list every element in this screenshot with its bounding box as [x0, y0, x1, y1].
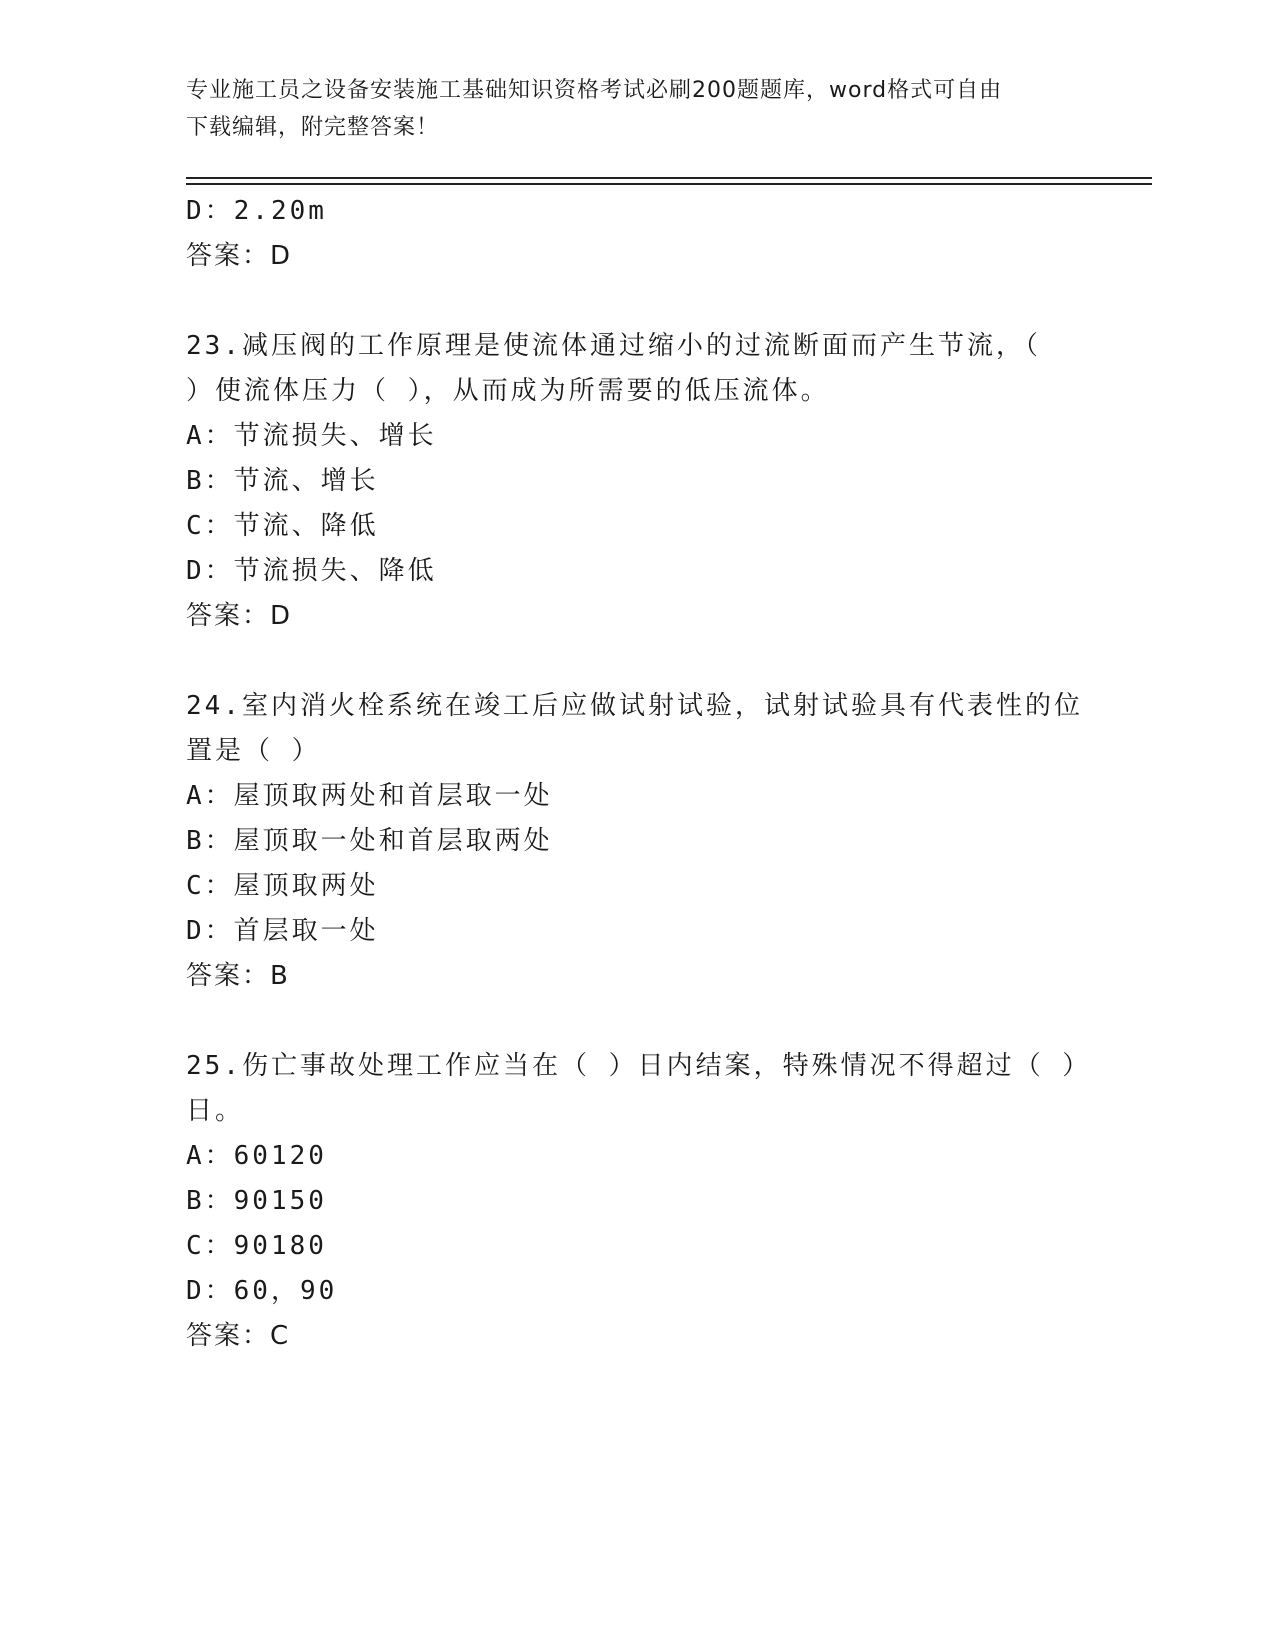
question-stem-line-2: 置是（ ） — [186, 736, 321, 766]
question-stem-line-2: ）使流体压力（ ），从而成为所需要的低压流体。 — [186, 376, 830, 406]
question-23 — [186, 324, 1086, 639]
option-d: D：节流损失、降低 — [186, 556, 437, 586]
option-a: A：节流损失、增长 — [186, 421, 437, 451]
option-b: B：节流、增长 — [186, 466, 379, 496]
option-d: D：首层取一处 — [186, 916, 379, 946]
question-24 — [186, 684, 1086, 999]
option-b: B：屋顶取一处和首层取两处 — [186, 826, 553, 856]
question-stem-line-2: 日。 — [186, 1096, 245, 1126]
spacer — [186, 999, 1086, 1044]
option-c: C：90180 — [186, 1231, 327, 1261]
option-b: B：90150 — [186, 1186, 327, 1216]
option-c: C：屋顶取两处 — [186, 871, 379, 901]
question-25 — [186, 1044, 1092, 1359]
document-header — [186, 72, 1086, 146]
question-answer: 答案：D — [186, 601, 293, 631]
question-answer: 答案：C — [186, 1321, 291, 1351]
spacer — [186, 639, 1086, 684]
header-divider-bottom — [186, 183, 1152, 185]
question-answer: 答案：B — [186, 961, 290, 991]
option-a: A：屋顶取两处和首层取一处 — [186, 781, 553, 811]
option-c: C：节流、降低 — [186, 511, 379, 541]
option-a: A：60120 — [186, 1141, 327, 1171]
previous-question-answer: 答案：D — [186, 241, 293, 271]
header-title-line-1: 专业施工员之设备安装施工基础知识资格考试必刷200题题库，word格式可自由 — [186, 78, 1003, 103]
option-d: D：60，90 — [186, 1276, 338, 1306]
header-title-line-2: 下载编辑，附完整答案！ — [186, 115, 440, 140]
question-stem-line-1: 24.室内消火栓系统在竣工后应做试射试验，试射试验具有代表性的位 — [186, 691, 1083, 721]
previous-question-option-d: D：2.20m — [186, 196, 327, 226]
question-stem-line-1: 23.减压阀的工作原理是使流体通过缩小的过流断面而产生节流，（ — [186, 331, 1041, 361]
question-list — [186, 189, 1092, 1359]
question-stem-line-1: 25.伤亡事故处理工作应当在（ ）日内结案，特殊情况不得超过（ ） — [186, 1051, 1092, 1081]
header-divider-top — [186, 177, 1152, 179]
spacer — [186, 279, 1086, 324]
